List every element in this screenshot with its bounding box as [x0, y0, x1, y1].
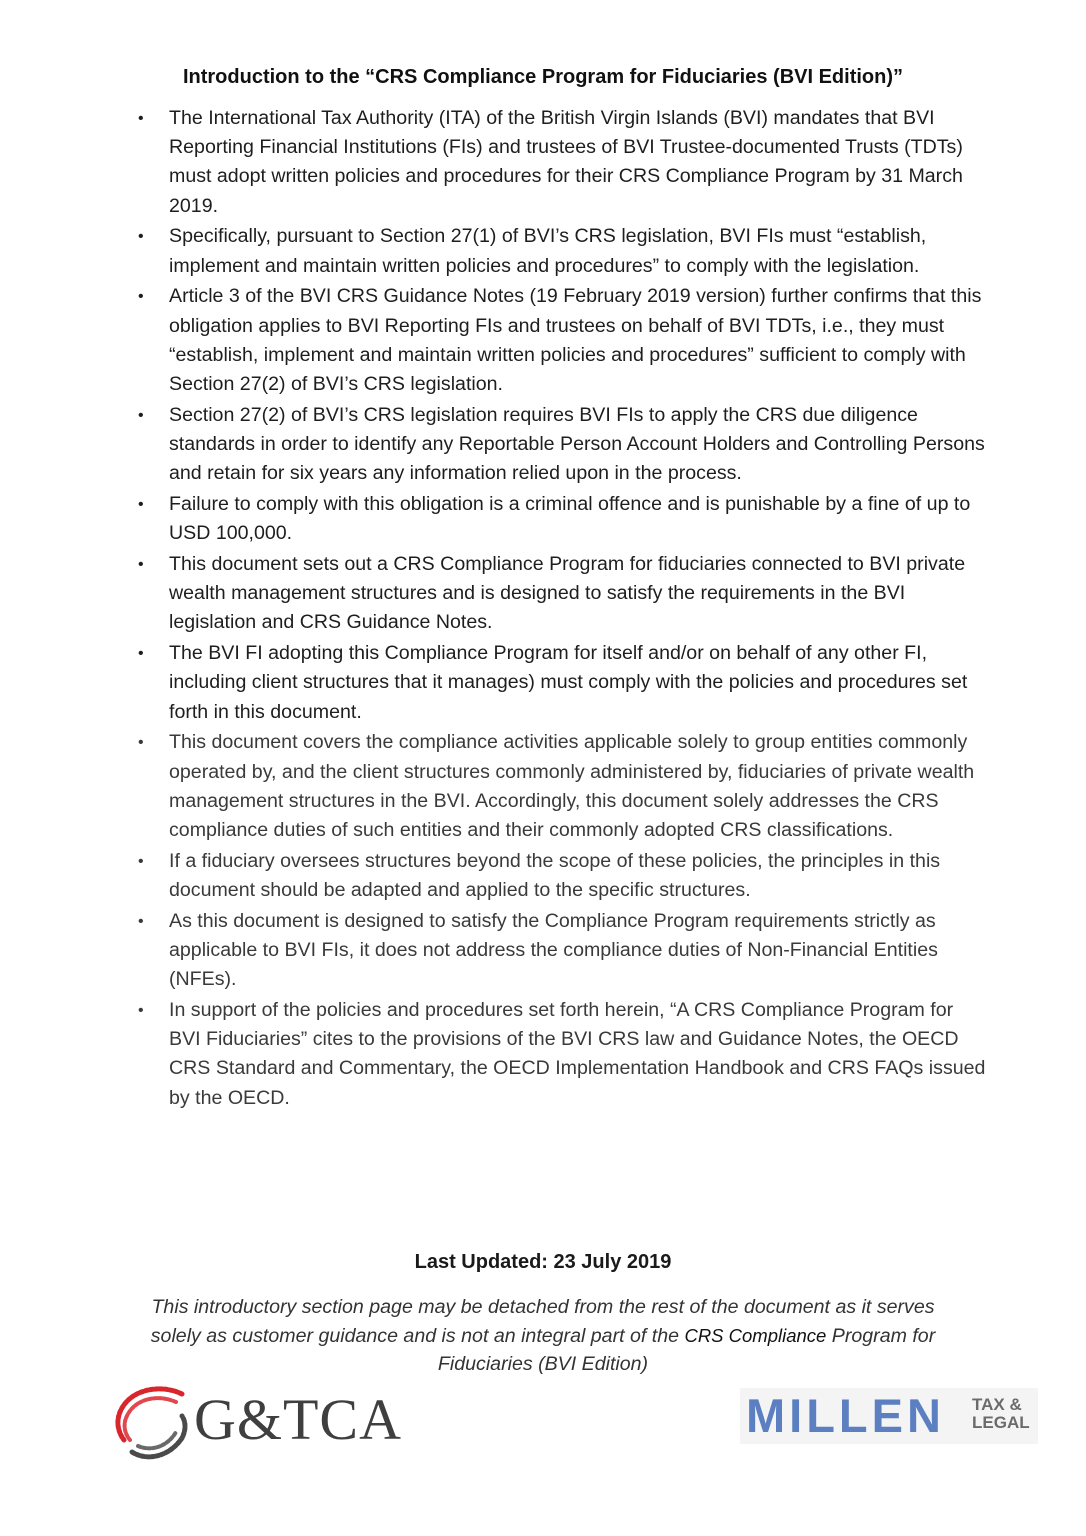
bullet-icon: •	[138, 406, 144, 424]
detach-note-emphasis: CRS Compliance	[684, 1324, 827, 1346]
list-item-text: Specifically, pursuant to Section 27(1) of BVI’s CRS legislation, BVI FIs must “establish, implement and maintain written policies and procedures” to comply with the legislation.	[169, 225, 927, 277]
gtca-swoosh-icon	[112, 1382, 190, 1462]
list-item	[137, 490, 987, 548]
bullet-list	[137, 104, 987, 1114]
list-item-text: The International Tax Authority (ITA) of the British Virgin Islands (BVI) mandates that BVI Reporting Financial Institutions (FIs) and trustees of BVI Trustee-documented Trusts (TDTs) must adopt written policies and procedures for their CRS Compliance Program by 31 March 2019.	[169, 107, 963, 217]
bullet-icon: •	[138, 645, 144, 663]
last-updated: Last Updated: 23 July 2019	[414, 1251, 672, 1273]
list-item	[137, 728, 987, 845]
list-item-text: If a fiduciary oversees structures beyond the scope of these policies, the principles in this document should be adapted and applied to the specific structures.	[169, 849, 941, 902]
list-item	[137, 282, 987, 399]
page-title: Introduction to the “CRS Compliance Program for Fiduciaries (BVI Edition)”	[182, 66, 904, 88]
gtca-wordmark: G&TCA	[194, 1387, 402, 1452]
millen-subtitle-line1: TAX &	[972, 1395, 1022, 1414]
detach-note-text: This introductory section page may be detached from the rest of the document as it serves solely as customer guidance and is not an integral part of the	[150, 1296, 935, 1347]
bullet-icon: •	[138, 912, 144, 930]
millen-subtitle	[972, 1396, 1036, 1432]
list-item-text: As this document is designed to satisfy the Compliance Program requirements strictly as applicable to BVI FIs, it does not address the compliance duties of Non-Financial Entities (NFEs).	[169, 909, 938, 991]
list-item	[137, 222, 987, 280]
list-item-text: This document covers the compliance activities applicable solely to group entities commonly operated by, and the client structures commonly administered by, fiduciaries of private wealth management structures in the BVI. Accordingly, this document solely addresses the CRS compliance duties of such entities and their commonly adopted CRS classifications.	[169, 731, 975, 842]
list-item	[137, 550, 987, 638]
bullet-icon: •	[138, 852, 144, 870]
bullet-icon: •	[138, 228, 144, 246]
list-item-text: This document sets out a CRS Compliance Program for fiduciaries connected to BVI private wealth management structures and is designed to satisfy the requirements in the BVI legislation and CRS Guidance Notes.	[169, 553, 966, 634]
list-item-text: Article 3 of the BVI CRS Guidance Notes (19 February 2019 version) further confirms that this obligation applies to BVI Reporting FIs and trustees on behalf of BVI TDTs, i.e., they must “establish, implement and maintain written policies and procedures” sufficient to comply with Section 27(2) of BVI’s CRS legislation.	[169, 285, 982, 396]
list-item	[137, 401, 987, 489]
list-item	[137, 996, 987, 1113]
bullet-icon: •	[138, 734, 144, 752]
list-item-text: The BVI FI adopting this Compliance Program for itself and/or on behalf of any other FI, including client structures that it manages) must comply with the policies and procedures set forth in this document.	[169, 642, 968, 723]
millen-subtitle-line2: LEGAL	[972, 1413, 1030, 1432]
bullet-icon: •	[138, 110, 144, 127]
bullet-icon: •	[138, 496, 144, 514]
list-item	[137, 639, 987, 727]
bullet-icon: •	[138, 288, 144, 306]
list-item-text: Failure to comply with this obligation is a criminal offence and is punishable by a fine of up to USD 100,000.	[169, 493, 971, 545]
gtca-logo	[112, 1380, 432, 1460]
detach-note	[130, 1293, 956, 1379]
list-item-text: In support of the policies and procedures set forth herein, “A CRS Compliance Program for BVI Fiduciaries” cites to the provisions of the BVI CRS law and Guidance Notes, the OECD CRS Standard and Commentary, the OECD Implementation Handbook and CRS FAQs issued by the OECD.	[169, 999, 986, 1109]
list-item	[137, 907, 987, 995]
millen-wordmark: MILLEN	[746, 1389, 945, 1442]
bullet-icon: •	[138, 1002, 144, 1020]
list-item	[137, 104, 987, 221]
millen-logo	[740, 1388, 1038, 1444]
bullet-icon: •	[138, 556, 144, 574]
detach-note-tail: Program for Fiduciaries (BVI Edition)	[437, 1324, 936, 1375]
list-item	[137, 847, 987, 905]
list-item-text: Section 27(2) of BVI’s CRS legislation requires BVI FIs to apply the CRS due diligence standards in order to identify any Reportable Person Account Holders and Controlling Persons and retain for six years any information relied upon in the process.	[169, 403, 985, 485]
